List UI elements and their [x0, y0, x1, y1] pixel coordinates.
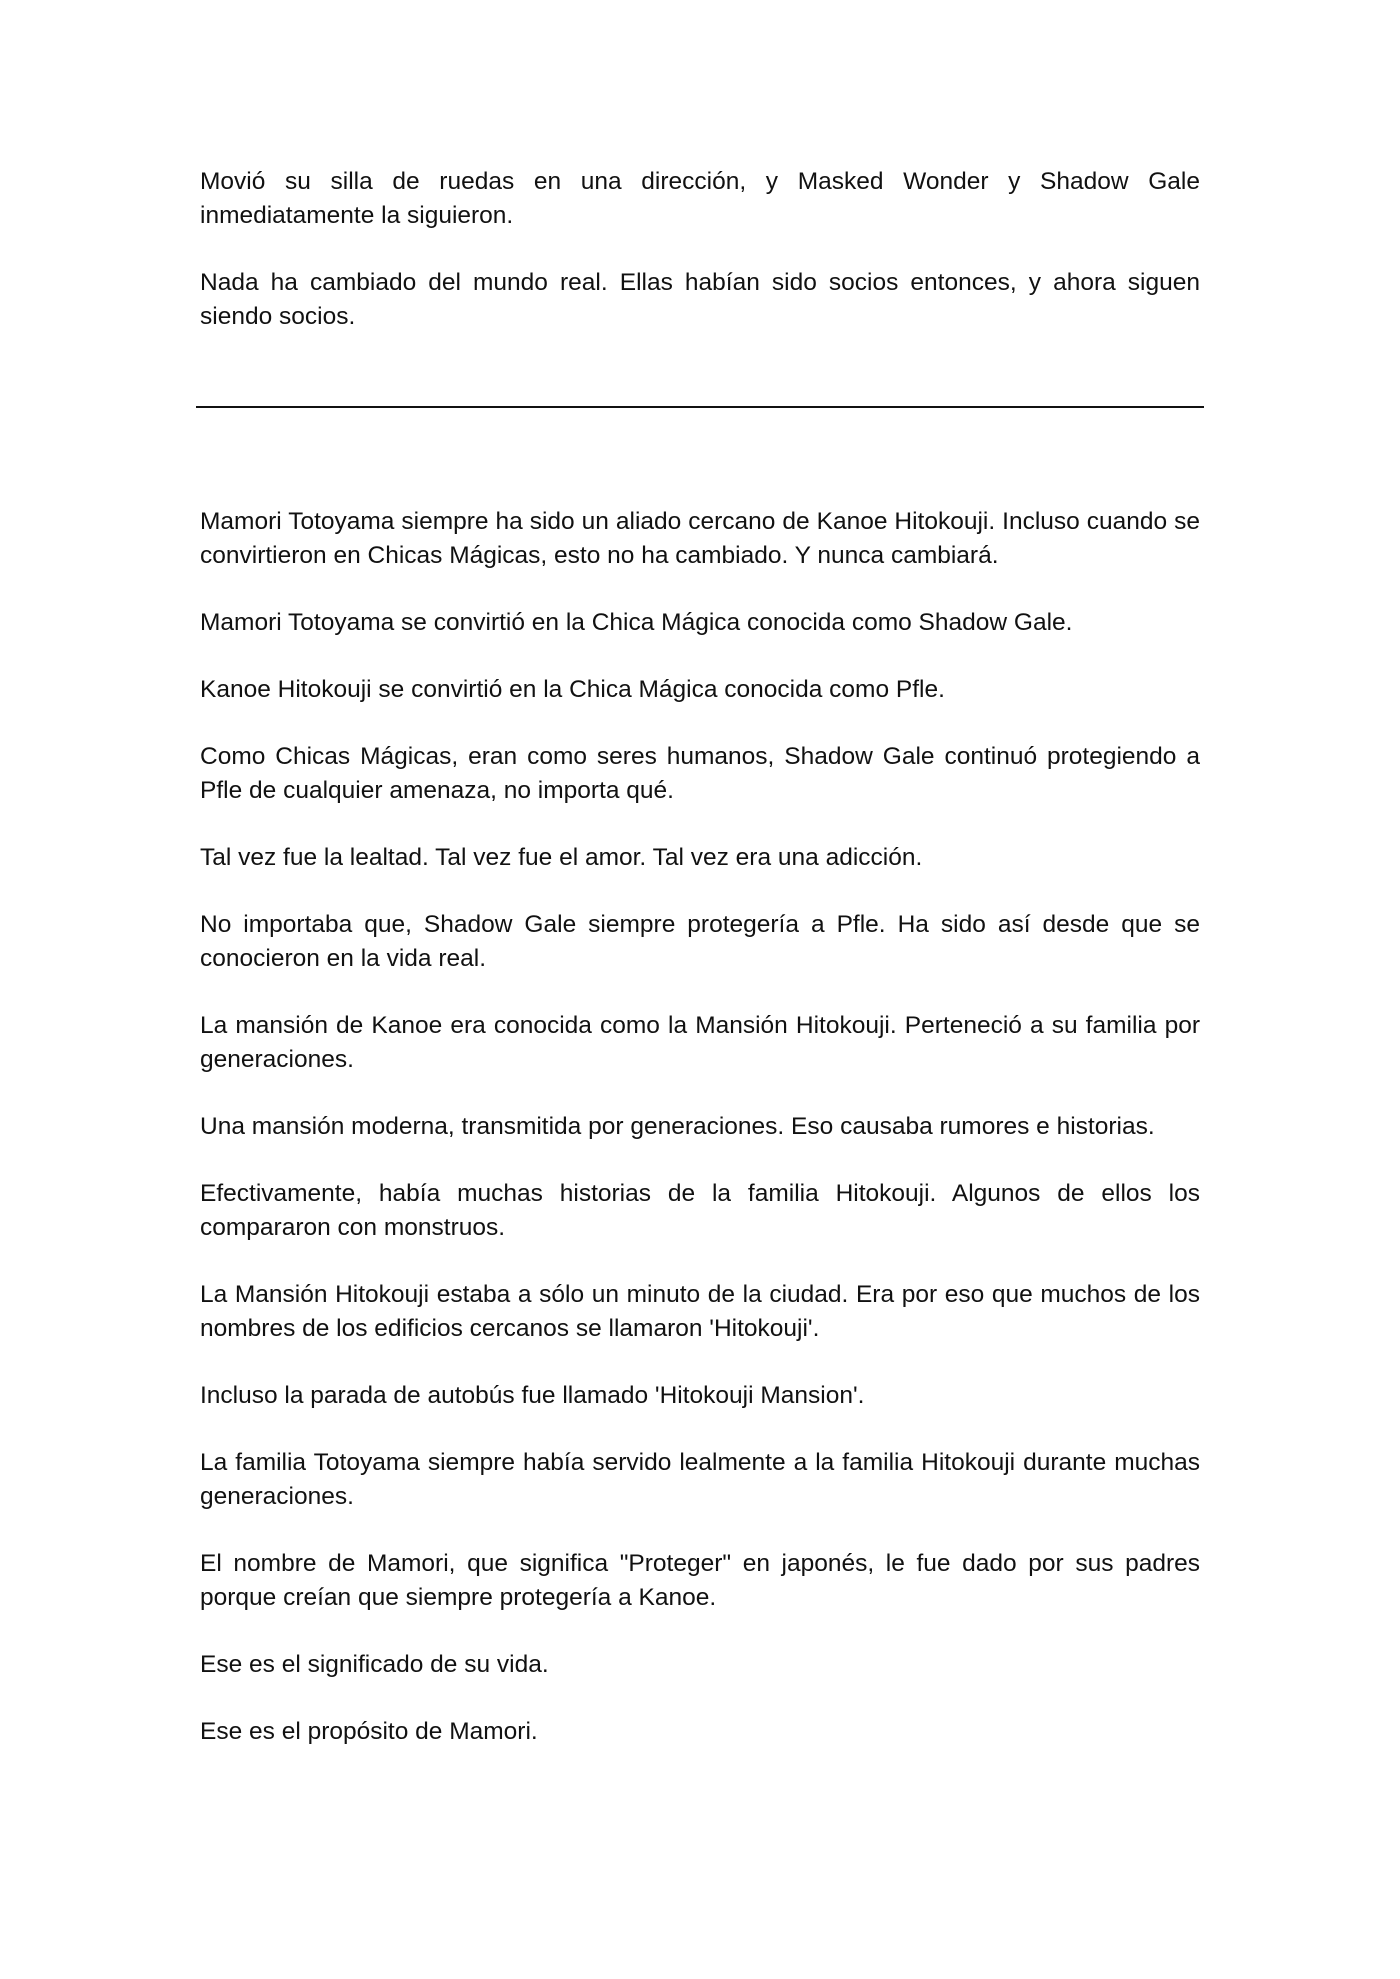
paragraph: Incluso la parada de autobús fue llamado 'Hitokouji Mansion'. — [200, 1382, 865, 1409]
paragraph: La Mansión Hitokouji estaba a sólo un minuto de la ciudad. Era por eso que muchos de los nombres de los edificios cercanos se llamaron 'Hitokouji'. — [200, 1281, 1200, 1342]
paragraph: El nombre de Mamori, que significa "Proteger" en japonés, le fue dado por sus padres porque creían que siempre protegería a Kanoe. — [200, 1550, 1200, 1611]
top-section — [200, 165, 1200, 367]
bottom-section — [200, 505, 1200, 1782]
paragraph: Kanoe Hitokouji se convirtió en la Chica Mágica conocida como Pfle. — [200, 676, 945, 703]
paragraph: La mansión de Kanoe era conocida como la Mansión Hitokouji. Perteneció a su familia por generaciones. — [200, 1012, 1200, 1073]
paragraph: La familia Totoyama siempre había servido lealmente a la familia Hitokouji durante muchas generaciones. — [200, 1449, 1200, 1510]
paragraph: Ese es el significado de su vida. — [200, 1651, 549, 1678]
paragraph: No importaba que, Shadow Gale siempre protegería a Pfle. Ha sido así desde que se conocieron en la vida real. — [200, 911, 1200, 972]
paragraph: Nada ha cambiado del mundo real. Ellas habían sido socios entonces, y ahora siguen siendo socios. — [200, 269, 1200, 330]
paragraph: Ese es el propósito de Mamori. — [200, 1718, 538, 1745]
paragraph: Una mansión moderna, transmitida por generaciones. Eso causaba rumores e historias. — [200, 1113, 1155, 1140]
section-divider — [196, 406, 1204, 408]
paragraph: Como Chicas Mágicas, eran como seres humanos, Shadow Gale continuó protegiendo a Pfle de cualquier amenaza, no importa qué. — [200, 743, 1200, 804]
paragraph: Efectivamente, había muchas historias de la familia Hitokouji. Algunos de ellos los compararon con monstruos. — [200, 1180, 1200, 1241]
paragraph: Movió su silla de ruedas en una dirección, y Masked Wonder y Shadow Gale inmediatamente la siguieron. — [200, 168, 1200, 229]
paragraph: Mamori Totoyama siempre ha sido un aliado cercano de Kanoe Hitokouji. Incluso cuando se convirtieron en Chicas Mágicas, esto no ha cambiado. Y nunca cambiará. — [200, 508, 1200, 569]
paragraph: Mamori Totoyama se convirtió en la Chica Mágica conocida como Shadow Gale. — [200, 609, 1073, 636]
paragraph: Tal vez fue la lealtad. Tal vez fue el amor. Tal vez era una adicción. — [200, 844, 923, 871]
